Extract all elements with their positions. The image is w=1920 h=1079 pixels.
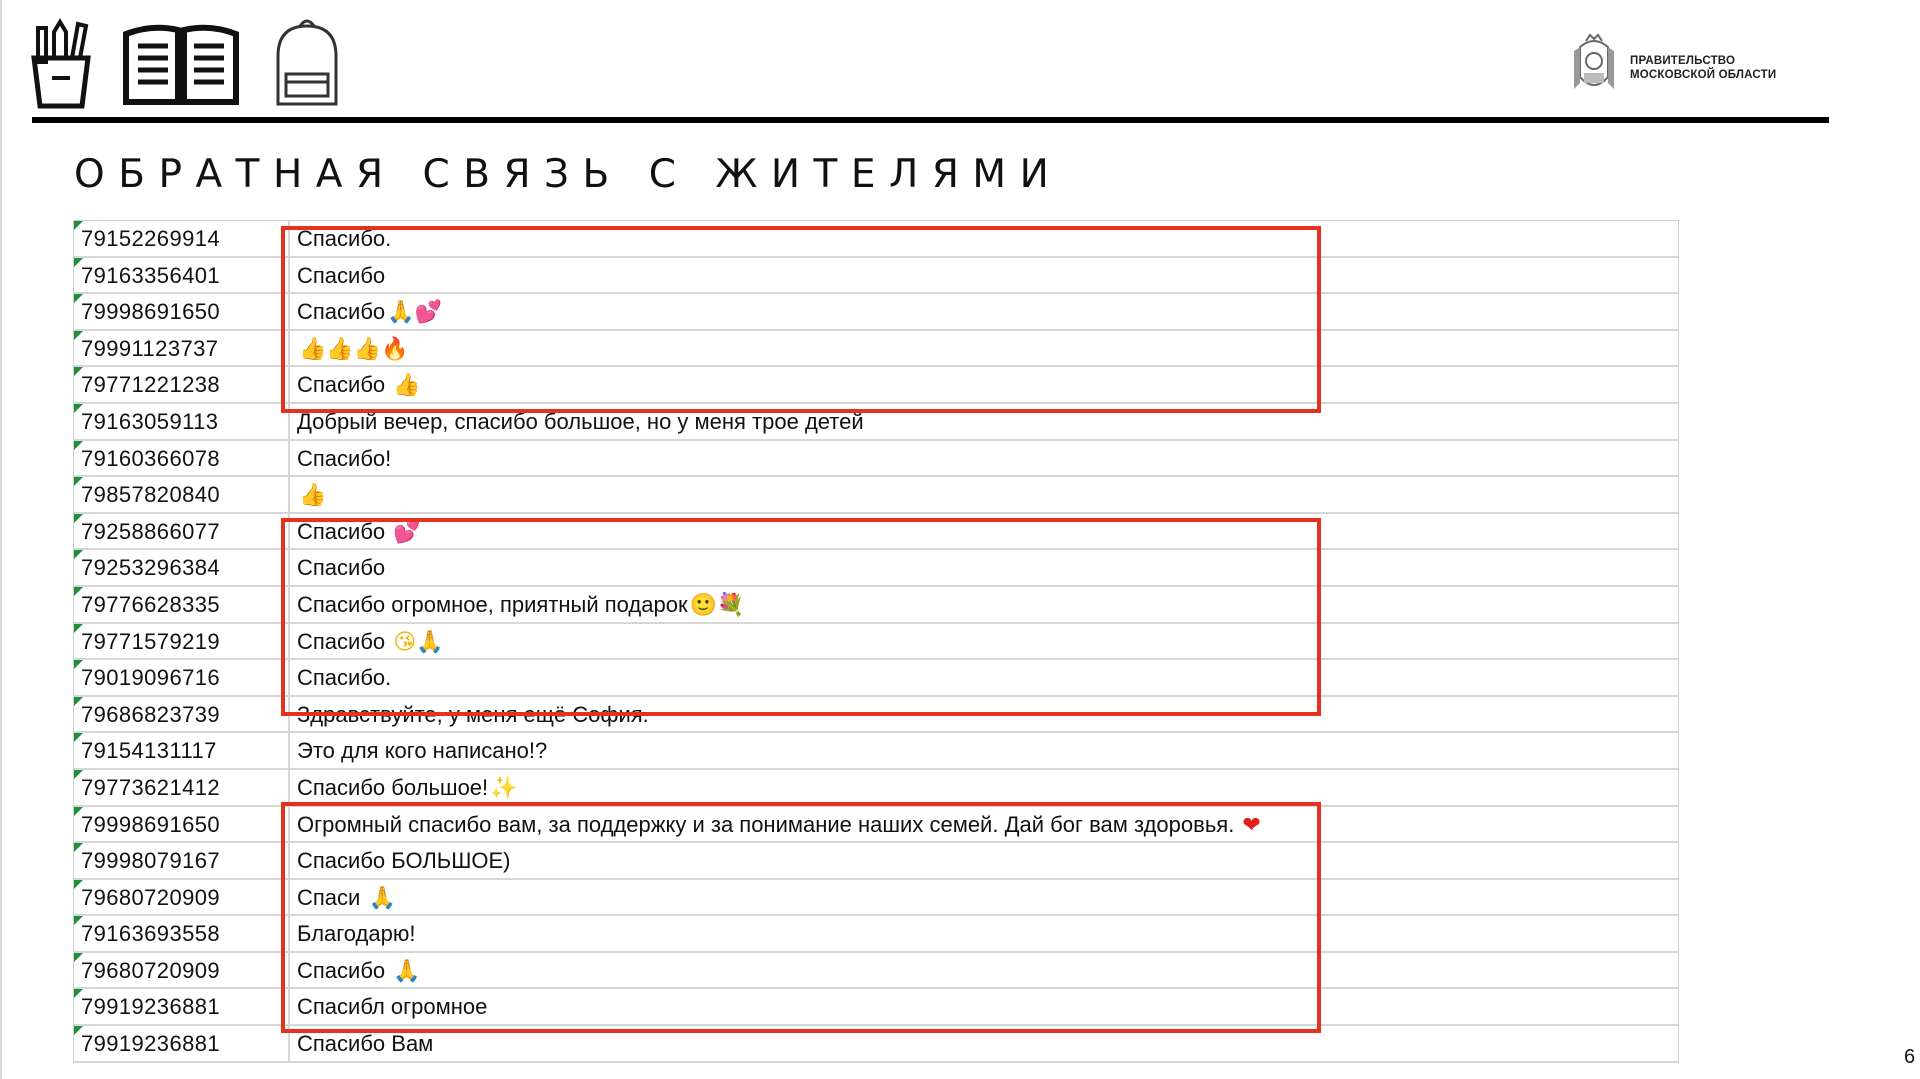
table-row bbox=[74, 989, 1678, 1026]
emoji-icon: 🙏 bbox=[393, 958, 421, 984]
phone-cell[interactable]: 79919236881 bbox=[74, 1026, 290, 1061]
phone-cell[interactable]: 79163059113 bbox=[74, 404, 290, 439]
table-row bbox=[74, 953, 1678, 990]
open-book-icon bbox=[122, 22, 240, 108]
phone-cell[interactable]: 79152269914 bbox=[74, 221, 290, 256]
phone-cell[interactable]: 79998079167 bbox=[74, 843, 290, 878]
message-cell[interactable] bbox=[297, 880, 1678, 915]
message-text: Огромный спасибо вам, за поддержку и за понимание наших семей. Дай бог вам здоровья. bbox=[297, 811, 1241, 837]
emoji-icon: 👍👍👍🔥 bbox=[299, 336, 409, 362]
table-row bbox=[74, 880, 1678, 917]
table-row bbox=[74, 221, 1678, 258]
message-text: Благодарю! bbox=[297, 921, 416, 947]
message-cell[interactable] bbox=[297, 331, 1678, 366]
emoji-icon: 😘🙏 bbox=[393, 629, 444, 655]
feedback-table bbox=[73, 220, 1679, 1063]
message-cell[interactable] bbox=[297, 550, 1678, 585]
header-divider bbox=[32, 117, 1829, 123]
phone-cell[interactable]: 79776628335 bbox=[74, 587, 290, 622]
message-text: Спасибо bbox=[297, 957, 392, 983]
government-logo bbox=[1570, 33, 1850, 99]
table-row bbox=[74, 404, 1678, 441]
phone-cell[interactable]: 79919236881 bbox=[74, 989, 290, 1024]
message-text: Спасибо огромное, приятный подарок bbox=[297, 591, 688, 617]
emoji-icon: ❤ bbox=[1242, 812, 1261, 838]
coat-of-arms-icon bbox=[1570, 33, 1618, 97]
table-row bbox=[74, 514, 1678, 551]
message-text: Здравствуйте, у меня ещё София. bbox=[297, 701, 649, 727]
table-row bbox=[74, 258, 1678, 295]
emoji-icon: 👍 bbox=[393, 373, 421, 399]
message-cell[interactable] bbox=[297, 843, 1678, 878]
backpack-icon bbox=[272, 16, 342, 110]
table-row bbox=[74, 733, 1678, 770]
page-title: ОБРАТНАЯ СВЯЗЬ С ЖИТЕЛЯМИ bbox=[74, 152, 1063, 197]
message-cell[interactable] bbox=[297, 441, 1678, 476]
emoji-icon: 👍 bbox=[299, 483, 327, 509]
table-row bbox=[74, 367, 1678, 404]
message-cell[interactable] bbox=[297, 514, 1678, 549]
phone-cell[interactable]: 79019096716 bbox=[74, 660, 290, 695]
phone-cell[interactable]: 79773621412 bbox=[74, 770, 290, 805]
message-text: Спасибо bbox=[297, 372, 392, 398]
message-text: Спасибо большое! bbox=[297, 774, 489, 800]
table-row bbox=[74, 770, 1678, 807]
table-row bbox=[74, 624, 1678, 661]
slide-left-border bbox=[0, 0, 2, 1079]
message-text: Спасибо bbox=[297, 299, 386, 325]
emoji-icon: 🙏💕 bbox=[387, 300, 442, 326]
message-text: Добрый вечер, спасибо большое, но у меня трое детей bbox=[297, 408, 864, 434]
table-row bbox=[74, 843, 1678, 880]
phone-cell[interactable]: 79154131117 bbox=[74, 733, 290, 768]
phone-cell[interactable]: 79686823739 bbox=[74, 697, 290, 732]
phone-cell[interactable]: 79771579219 bbox=[74, 624, 290, 659]
phone-cell[interactable]: 79991123737 bbox=[74, 331, 290, 366]
message-cell[interactable] bbox=[297, 770, 1678, 805]
government-name bbox=[1630, 54, 1776, 82]
phone-cell[interactable]: 79258866077 bbox=[74, 514, 290, 549]
message-cell[interactable] bbox=[297, 221, 1678, 256]
message-cell[interactable] bbox=[297, 916, 1678, 951]
message-cell[interactable] bbox=[297, 367, 1678, 402]
phone-cell[interactable]: 79163693558 bbox=[74, 916, 290, 951]
phone-cell[interactable]: 79680720909 bbox=[74, 953, 290, 988]
message-cell[interactable] bbox=[297, 697, 1678, 732]
phone-cell[interactable]: 79160366078 bbox=[74, 441, 290, 476]
message-text: Спаси bbox=[297, 884, 367, 910]
message-cell[interactable] bbox=[297, 953, 1678, 988]
message-cell[interactable] bbox=[297, 989, 1678, 1024]
message-text: Спасибо Вам bbox=[297, 1031, 434, 1057]
message-text: Спасибо bbox=[297, 262, 386, 288]
message-cell[interactable] bbox=[297, 660, 1678, 695]
message-text: Спасибо! bbox=[297, 445, 392, 471]
table-row bbox=[74, 331, 1678, 368]
message-text: Спасибо bbox=[297, 628, 392, 654]
phone-cell[interactable]: 79163356401 bbox=[74, 258, 290, 293]
table-row bbox=[74, 587, 1678, 624]
table-row bbox=[74, 807, 1678, 844]
phone-cell[interactable]: 79680720909 bbox=[74, 880, 290, 915]
message-text: Спасибо bbox=[297, 555, 386, 581]
table-row bbox=[74, 294, 1678, 331]
message-cell[interactable] bbox=[297, 477, 1678, 512]
pencil-cup-icon bbox=[30, 18, 92, 110]
message-cell[interactable] bbox=[297, 294, 1678, 329]
emoji-icon: 🙏 bbox=[368, 885, 396, 911]
table-row bbox=[74, 697, 1678, 734]
message-cell[interactable] bbox=[297, 807, 1678, 842]
emoji-icon: 💕 bbox=[393, 519, 421, 545]
message-text: Спасибо. bbox=[297, 665, 392, 691]
message-cell[interactable] bbox=[297, 404, 1678, 439]
message-cell[interactable] bbox=[297, 733, 1678, 768]
phone-cell[interactable]: 79998691650 bbox=[74, 294, 290, 329]
emoji-icon: ✨ bbox=[490, 775, 518, 801]
table-row bbox=[74, 916, 1678, 953]
message-cell[interactable] bbox=[297, 587, 1678, 622]
phone-cell[interactable]: 79857820840 bbox=[74, 477, 290, 512]
table-row bbox=[74, 477, 1678, 514]
table-row bbox=[74, 441, 1678, 478]
message-cell[interactable] bbox=[297, 624, 1678, 659]
government-name-line2: МОСКОВСКОЙ ОБЛАСТИ bbox=[1630, 69, 1777, 81]
table-row bbox=[74, 550, 1678, 587]
government-name-line1: ПРАВИТЕЛЬСТВО bbox=[1630, 55, 1736, 67]
page-number: 6 bbox=[1904, 1046, 1916, 1068]
message-text: Спасибл огромное bbox=[297, 994, 488, 1020]
phone-cell[interactable]: 79253296384 bbox=[74, 550, 290, 585]
message-text: Это для кого написано!? bbox=[297, 738, 548, 764]
message-text: Спасибо bbox=[297, 518, 392, 544]
message-cell[interactable] bbox=[297, 1026, 1678, 1061]
message-text: Спасибо. bbox=[297, 226, 392, 251]
emoji-icon: 🙂💐 bbox=[689, 592, 745, 618]
table-row bbox=[74, 1026, 1678, 1063]
table-row bbox=[74, 660, 1678, 697]
phone-cell[interactable]: 79771221238 bbox=[74, 367, 290, 402]
phone-cell[interactable]: 79998691650 bbox=[74, 807, 290, 842]
message-text: Спасибо БОЛЬШОЕ) bbox=[297, 848, 511, 874]
message-cell[interactable] bbox=[297, 258, 1678, 293]
